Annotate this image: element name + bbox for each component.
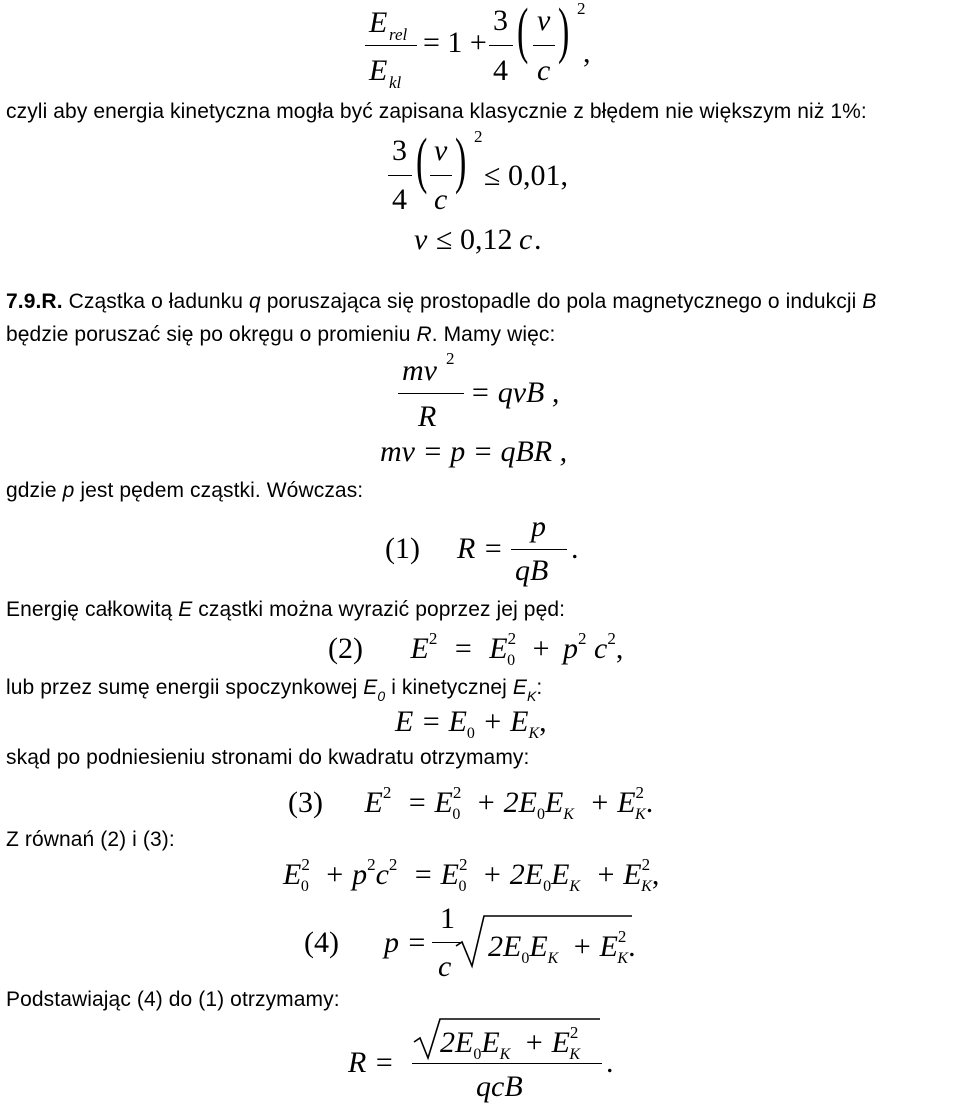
eq-E0: = E bbox=[412, 858, 459, 891]
text: będzie poruszać się po okręgu o promieniu bbox=[6, 323, 417, 346]
subscript-K: K bbox=[563, 806, 574, 823]
subscript-K: K bbox=[499, 1046, 511, 1063]
subscript-rel: rel bbox=[389, 25, 408, 44]
problem-number: 7.9.R. bbox=[6, 290, 63, 313]
exponent-2: 2 bbox=[474, 127, 483, 146]
equation-energy-sum bbox=[395, 707, 547, 742]
subscript-0: 0 bbox=[543, 878, 552, 895]
plus-EK: + E bbox=[571, 930, 618, 963]
fraction-bar bbox=[430, 175, 452, 176]
fraction-bar bbox=[489, 45, 513, 46]
subscript-K: K bbox=[526, 688, 537, 704]
E: E bbox=[410, 632, 429, 665]
text: jest pędem cząstki. Wówczas: bbox=[74, 479, 364, 502]
symbol-p: p bbox=[62, 479, 75, 502]
equation-energy-ratio bbox=[365, 0, 595, 95]
equals: = bbox=[454, 632, 472, 665]
fraction-bar bbox=[365, 45, 417, 46]
comma: , bbox=[615, 632, 624, 665]
plus-EK: + E bbox=[595, 858, 642, 891]
numerator-p: p bbox=[531, 510, 546, 543]
rhs: ≤ 0,12 bbox=[436, 223, 513, 256]
paragraph-momentum bbox=[6, 474, 363, 507]
subscript-0: 0 bbox=[473, 1046, 482, 1063]
rhs: ≤ 0,01, bbox=[484, 159, 568, 192]
numerator-three: 3 bbox=[493, 4, 508, 37]
inequality-2 bbox=[414, 225, 614, 259]
exponent: 2 bbox=[577, 629, 587, 648]
subscript-K: K bbox=[547, 950, 559, 967]
subscript-K: K bbox=[635, 806, 646, 823]
problem-statement-line2 bbox=[6, 318, 555, 351]
period: . bbox=[534, 223, 542, 256]
denominator-four: 4 bbox=[392, 183, 407, 216]
numerator-three: 3 bbox=[392, 134, 407, 167]
symbol-E: E bbox=[512, 676, 527, 699]
symbol-E: E bbox=[363, 676, 378, 699]
comma: , bbox=[539, 705, 547, 738]
problem-statement-line1 bbox=[6, 285, 876, 318]
comma: , bbox=[583, 36, 591, 69]
exponent: 2 bbox=[458, 855, 468, 874]
EK: E bbox=[544, 786, 564, 819]
plus-EK: + E bbox=[482, 705, 529, 738]
lhs: R = bbox=[348, 1046, 395, 1079]
two-E0: 2E bbox=[440, 1026, 474, 1059]
subscript-K: K bbox=[528, 725, 540, 742]
exponent: 2 bbox=[367, 855, 376, 874]
EK: E bbox=[481, 1026, 500, 1059]
denominator-E: E bbox=[369, 54, 388, 87]
denominator-c: c bbox=[438, 950, 452, 983]
text: Cząstka o ładunku bbox=[62, 290, 249, 313]
paragraph-substitute: Podstawiając (4) do (1) otrzymamy: bbox=[6, 988, 340, 1011]
subscript-0: 0 bbox=[536, 806, 545, 823]
period: . bbox=[645, 786, 654, 819]
radicand bbox=[488, 928, 636, 967]
text: poruszająca się prostopadle do pola magnetycznego o indukcji bbox=[260, 290, 863, 313]
text: cząstki można wyrazić poprzez jej pęd: bbox=[192, 598, 566, 621]
E: E bbox=[364, 786, 383, 819]
right-paren: ) bbox=[455, 127, 467, 195]
numerator-v: v bbox=[434, 134, 448, 167]
subscript-K: K bbox=[641, 878, 652, 895]
equation-label: (4) bbox=[304, 926, 339, 959]
left-paren: ( bbox=[416, 127, 428, 195]
EK: E bbox=[551, 858, 570, 891]
equation-1 bbox=[385, 512, 595, 592]
subscript-kl: kl bbox=[389, 73, 402, 92]
period: . bbox=[628, 930, 636, 963]
equation-label: (2) bbox=[328, 632, 363, 665]
plus-EK: + E bbox=[589, 786, 636, 819]
text: gdzie bbox=[6, 479, 63, 502]
equation-4 bbox=[304, 900, 684, 990]
subscript-0: 0 bbox=[521, 950, 530, 967]
fraction-bar bbox=[412, 1063, 602, 1064]
subscript-0: 0 bbox=[452, 806, 461, 823]
equation-final bbox=[348, 1016, 668, 1108]
subscript-0: 0 bbox=[466, 725, 475, 742]
lhs: R = bbox=[457, 532, 504, 565]
c: c bbox=[593, 632, 608, 665]
denominator-four: 4 bbox=[493, 54, 508, 87]
text: i kinetycznej bbox=[385, 676, 513, 699]
right-paren: ) bbox=[558, 0, 570, 65]
exponent-2: 2 bbox=[446, 349, 455, 368]
radicand bbox=[440, 1024, 580, 1063]
symbol-R: R bbox=[416, 323, 432, 346]
numerator-1: 1 bbox=[440, 902, 455, 935]
denominator-c: c bbox=[537, 54, 551, 87]
period: . bbox=[571, 532, 579, 565]
fraction-bar bbox=[398, 393, 464, 394]
denominator-qcB: qcB bbox=[476, 1070, 523, 1103]
text: Energię całkowitą bbox=[6, 598, 179, 621]
equation-momentum: mv = p = qBR , bbox=[380, 435, 568, 468]
plus: + bbox=[532, 632, 550, 665]
equation-3 bbox=[288, 784, 653, 823]
fraction-bar bbox=[533, 45, 555, 46]
rhs: = qvB , bbox=[470, 376, 560, 409]
subscript-0: 0 bbox=[458, 878, 467, 895]
exponent: 2 bbox=[617, 927, 627, 946]
symbol-B: B bbox=[862, 290, 877, 313]
exponent: 2 bbox=[452, 783, 462, 802]
text: . Mamy więc: bbox=[431, 323, 556, 346]
comma: , bbox=[651, 858, 660, 891]
paragraph-squaring: skąd po podniesieniu stronami do kwadratu otrzymamy: bbox=[6, 746, 530, 769]
exponent: 2 bbox=[301, 855, 310, 874]
symbol-E: E bbox=[178, 598, 193, 621]
numerator-E: E bbox=[369, 6, 388, 39]
exponent: 2 bbox=[382, 783, 392, 802]
numerator-mv: mv bbox=[402, 354, 437, 387]
left-paren: ( bbox=[517, 0, 529, 65]
subscript-K: K bbox=[569, 1046, 581, 1063]
equals-one-plus: = 1 + bbox=[423, 26, 487, 59]
c: c bbox=[375, 858, 389, 891]
exponent: 2 bbox=[388, 855, 398, 874]
symbol-q: q bbox=[248, 290, 261, 313]
velocity-v: v bbox=[414, 223, 428, 256]
equation-force-balance bbox=[398, 350, 598, 440]
paragraph-total-energy bbox=[6, 593, 565, 626]
exponent: 2 bbox=[607, 629, 616, 648]
plus-EK: + E bbox=[523, 1026, 570, 1059]
p: p bbox=[562, 632, 578, 665]
equation-label: (3) bbox=[288, 786, 323, 819]
exponent: 2 bbox=[428, 629, 438, 648]
denominator-c: c bbox=[434, 183, 448, 216]
text: lub przez sumę energii spoczynkowej bbox=[6, 676, 364, 699]
subscript-K: K bbox=[569, 878, 581, 895]
inequality-1 bbox=[388, 127, 588, 220]
speed-of-light-c: c bbox=[519, 223, 533, 256]
lhs: E = E bbox=[395, 705, 467, 738]
E0: E bbox=[283, 858, 302, 891]
subscript-0: 0 bbox=[377, 688, 386, 704]
exponent-2: 2 bbox=[577, 0, 586, 18]
equation-label: (1) bbox=[385, 532, 420, 565]
numerator-v: v bbox=[537, 4, 551, 37]
equation-2 bbox=[328, 630, 623, 669]
equation-combined bbox=[283, 856, 659, 895]
subscript-0: 0 bbox=[507, 652, 516, 669]
plus-p: + p bbox=[324, 858, 368, 891]
exponent: 2 bbox=[569, 1023, 579, 1042]
two-E0: + 2E bbox=[475, 786, 537, 819]
two-E0: 2E bbox=[488, 930, 522, 963]
text: : bbox=[536, 676, 543, 699]
subscript-0: 0 bbox=[300, 878, 309, 895]
exponent: 2 bbox=[635, 783, 645, 802]
EK: E bbox=[529, 930, 548, 963]
exponent: 2 bbox=[507, 629, 517, 648]
two-E0: + 2E bbox=[481, 858, 544, 891]
E0: E bbox=[489, 632, 508, 665]
subscript-K: K bbox=[617, 950, 629, 967]
lhs: p = bbox=[384, 926, 427, 959]
exponent: 2 bbox=[641, 855, 651, 874]
period: . bbox=[606, 1046, 614, 1079]
paragraph-condition: czyli aby energia kinetyczna mogła być zapisana klasycznie z błędem nie większym niż 1%: bbox=[6, 100, 867, 123]
fraction-bar bbox=[511, 549, 567, 550]
denominator-R: R bbox=[418, 400, 437, 433]
paragraph-combine: Z równań (2) i (3): bbox=[6, 828, 175, 851]
denominator-qB: qB bbox=[515, 554, 549, 587]
fraction-bar bbox=[388, 175, 412, 176]
eq-E0: = E bbox=[406, 786, 453, 819]
